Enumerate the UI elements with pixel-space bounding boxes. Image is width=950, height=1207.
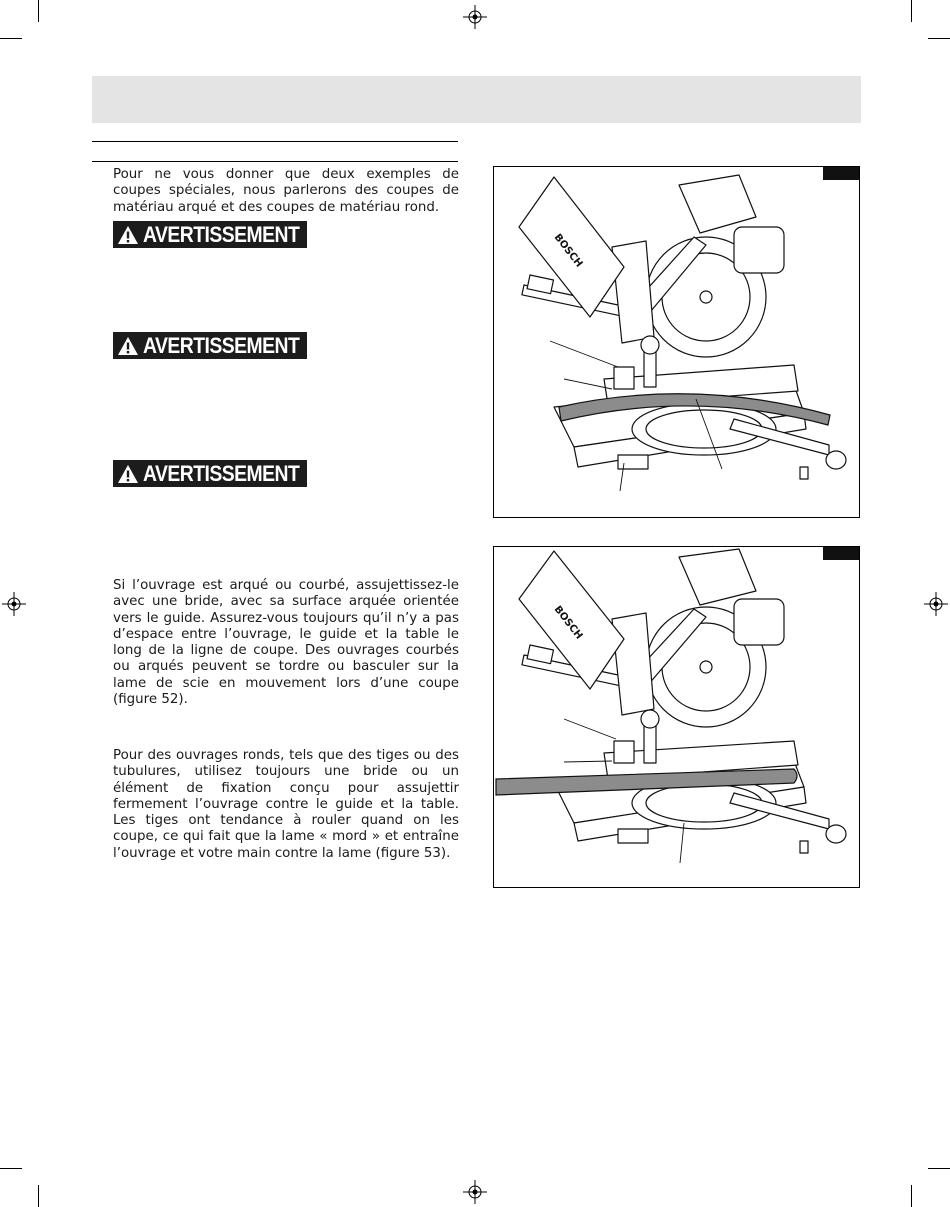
figure-arched-workpiece: [493, 166, 860, 518]
registration-mark-icon: [463, 5, 487, 29]
miter-saw-illustration: [494, 547, 859, 887]
warning-label: AVERTISSEMENT: [113, 221, 307, 248]
section-rule: [92, 141, 458, 142]
warning-label: AVERTISSEMENT: [113, 332, 307, 359]
miter-saw-illustration: [494, 167, 859, 517]
warning-triangle-icon: [117, 464, 139, 484]
figure-round-workpiece: [493, 546, 860, 888]
registration-mark-icon: [924, 592, 948, 616]
svg-text:BOSCH: BOSCH: [551, 232, 585, 270]
section-rule: [92, 161, 458, 162]
svg-text:BOSCH: BOSCH: [551, 604, 585, 642]
registration-mark-icon: [2, 592, 26, 616]
arched-workpiece-paragraph: Si l’ouvrage est arqué ou courbé, assujettissez-le avec une bride, avec sa surface arquée orientée vers le guide. Assurez-vous toujours qu’il n’y a pas d’espace entre l’ouvrage, le guide et la table le long de la ligne de coupe. Des ouvrages courbés ou arqués peuvent se tordre ou basculer sur la lame de scie en mouvement lors d’une coupe (figure 52).: [113, 578, 459, 708]
warning-triangle-icon: [117, 336, 139, 356]
intro-paragraph: Pour ne vous donner que deux exemples de coupes spéciales, nous parlerons des coupes de matériau arqué et des coupes de matériau rond.: [113, 167, 459, 215]
warning-label: AVERTISSEMENT: [113, 460, 307, 487]
header-band: [92, 76, 861, 123]
warning-triangle-icon: [117, 225, 139, 245]
round-workpiece-paragraph: Pour des ouvrages ronds, tels que des tiges ou des tubulures, utilisez toujours une bride ou un élément de fixation conçu pour assujettir fermement l’ouvrage contre le guide et la table. Les tiges ont tendance à rouler quand on les coupe, ce qui fait que la lame « mord » et entraîne l’ouvrage et votre main contre la lame (figure 53).: [113, 748, 459, 861]
registration-mark-icon: [463, 1180, 487, 1204]
